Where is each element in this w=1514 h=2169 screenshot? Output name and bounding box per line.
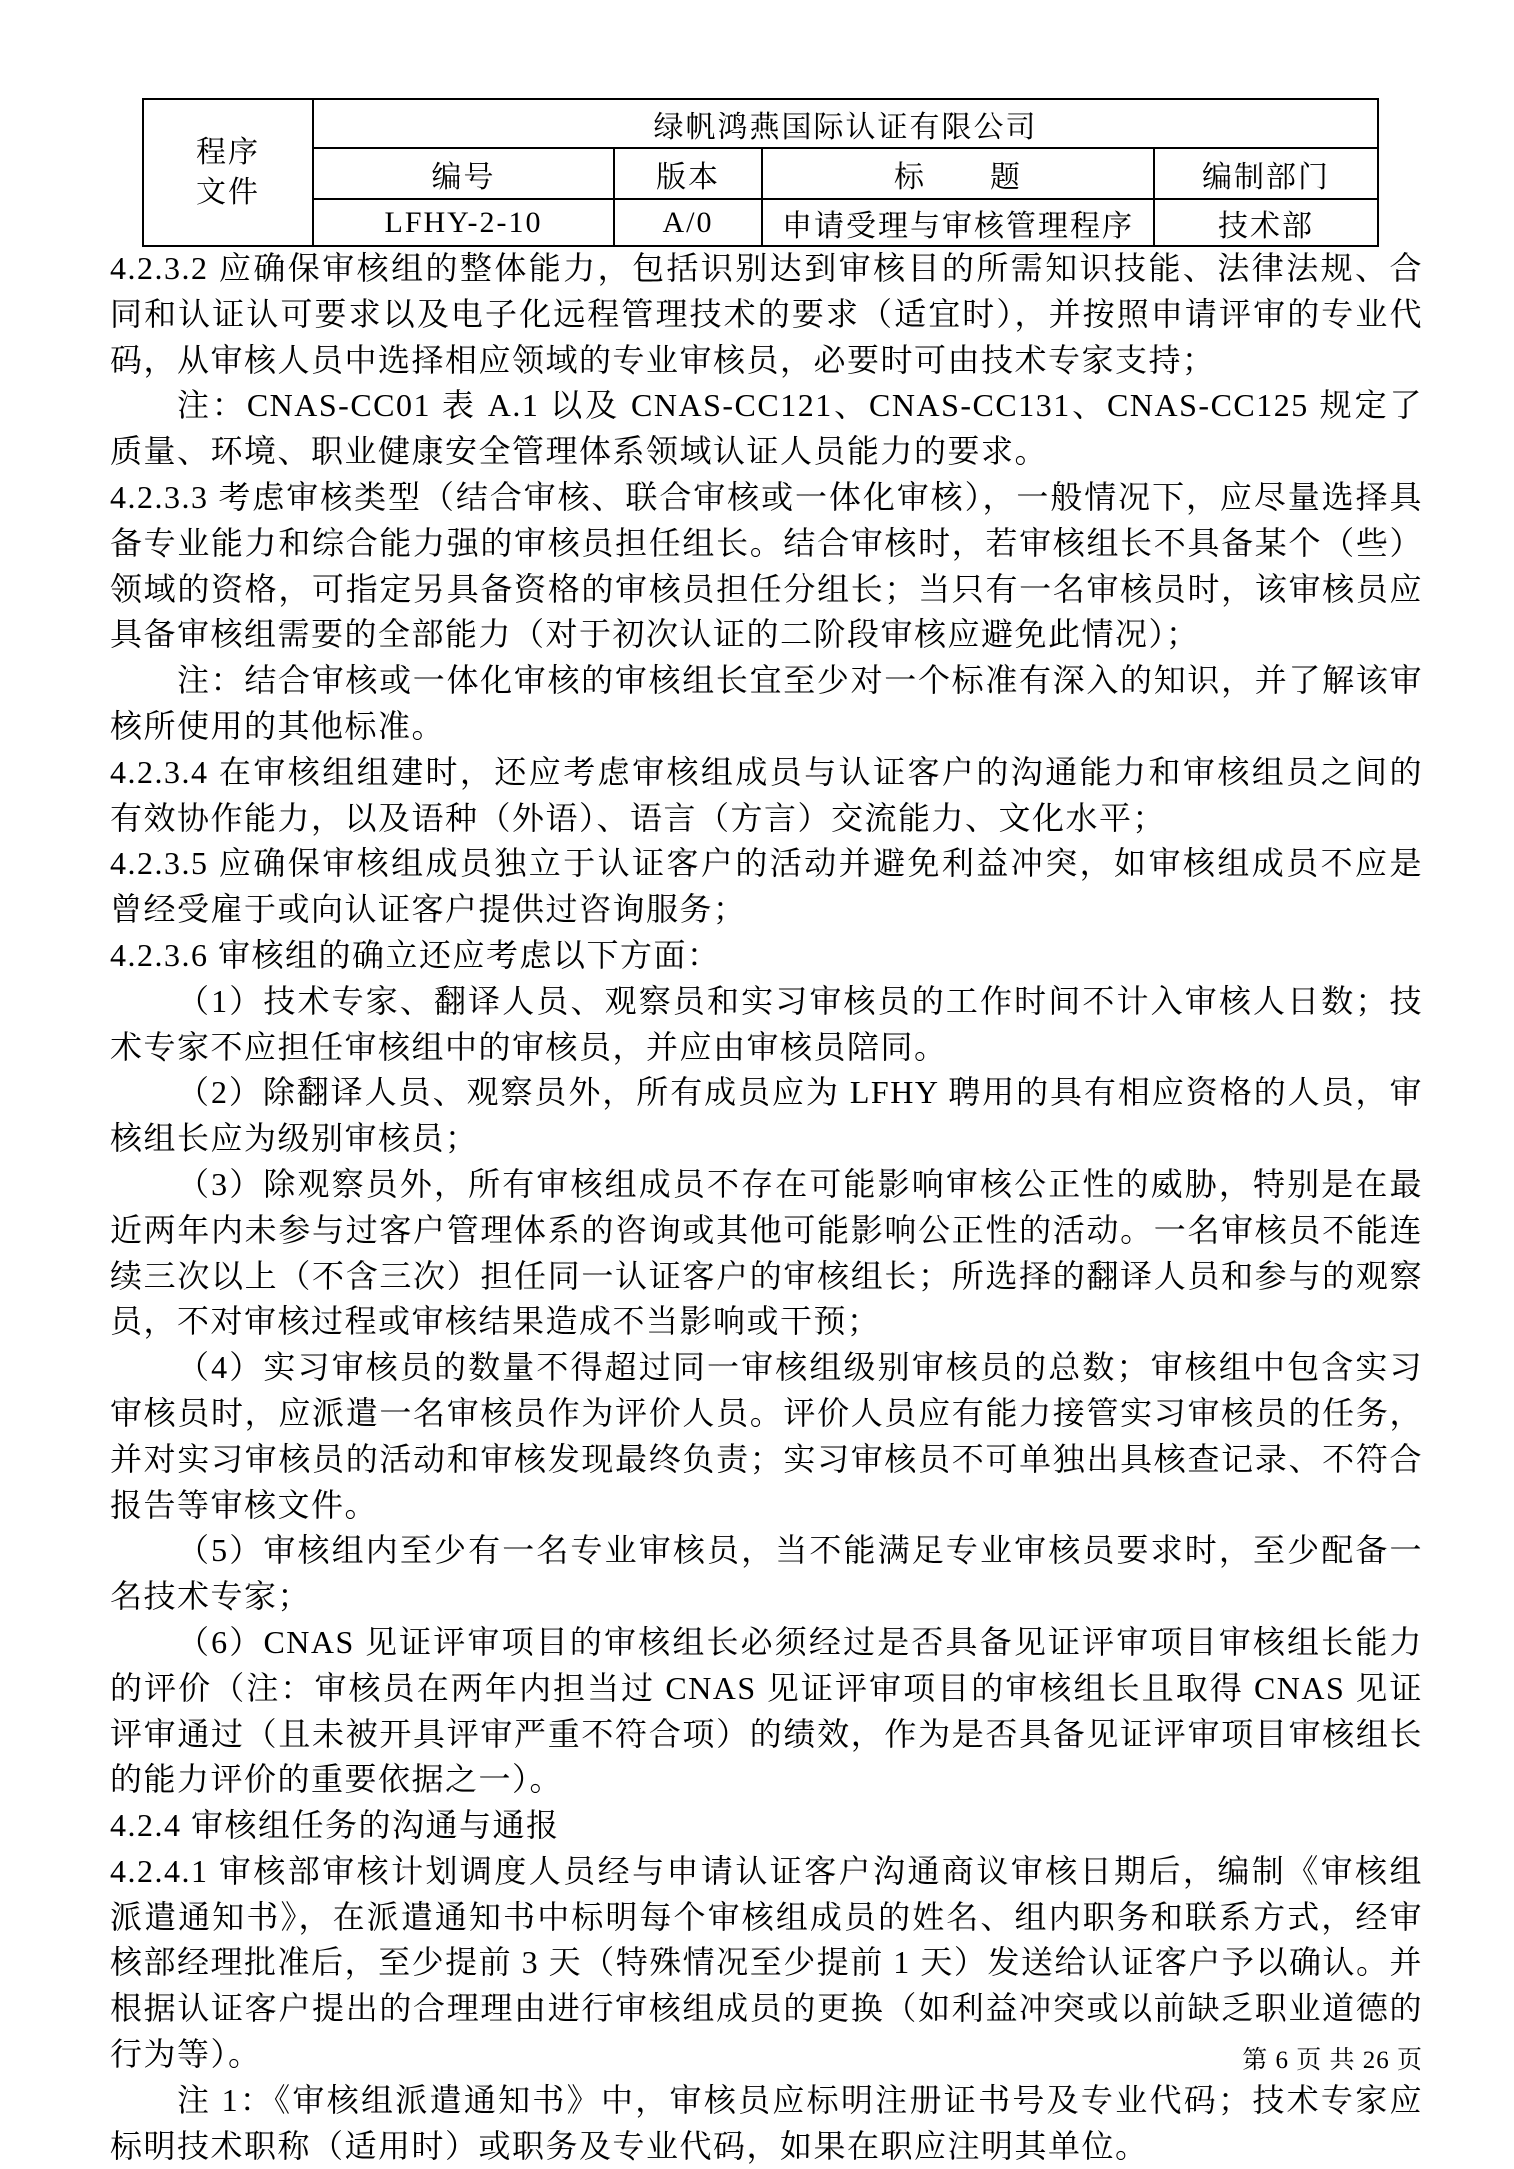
version-label: 版本 (614, 148, 762, 199)
list-item-5: （5）审核组内至少有一名专业审核员，当不能满足专业审核员要求时，至少配备一名技术专家； (110, 1532, 1423, 1615)
title-label: 标 题 (762, 148, 1154, 199)
doc-type-line2: 文件 (196, 175, 260, 209)
paragraph-4-2-4-1: 4.2.4.1 审核部审核计划调度人员经与申请认证客户沟通商议审核日期后，编制《审核组派遣通知书》，在派遣通知书中标明每个审核组成员的姓名、组内职务和联系方式，经审核部经理批准后，至少提前 3 天（特殊情况至少提前 1 天）发送给认证客户予以确认。并根据认证客户提出的合理理由进行审核组成员的更换（如利益冲突或以前缺乏职业道德的行为等）。 (110, 1852, 1423, 2073)
list-item-3: （3）除观察员外，所有审核组成员不存在可能影响审核公正性的威胁，特别是在最近两年内未参与过客户管理体系的咨询或其他可能影响公正性的活动。一名审核员不能连续三次以上（不含三次）担任同一认证客户的审核组长；所选择的翻译人员和参与的观察员，不对审核过程或审核结果造成不当影响或干预； (110, 1165, 1423, 1340)
code-label: 编号 (313, 148, 614, 199)
note-1-dispatch-notice: 注 1：《审核组派遣通知书》中，审核员应标明注册证书号及专业代码；技术专家应标明技术职称（适用时）或职务及专业代码，如果在职应注明其单位。 (110, 2081, 1423, 2164)
doc-dept-value: 技术部 (1154, 199, 1378, 246)
document-body (110, 246, 1423, 2169)
paragraph-4-2-3-6: 4.2.3.6 审核组的确立还应考虑以下方面： (110, 936, 721, 973)
paragraph-4-2-3-4: 4.2.3.4 在审核组组建时，还应考虑审核组成员与认证客户的沟通能力和审核组员之间的有效协作能力，以及语种（外语）、语言（方言）交流能力、文化水平； (110, 753, 1423, 836)
dept-label: 编制部门 (1154, 148, 1378, 199)
paragraph-4-2-3-3: 4.2.3.3 考虑审核类型（结合审核、联合审核或一体化审核），一般情况下，应尽量选择具备专业能力和综合能力强的审核员担任组长。结合审核时，若审核组长不具备某个（些）领域的资格，可指定另具备资格的审核员担任分组长；当只有一名审核员时，该审核员应具备审核组需要的全部能力（对于初次认证的二阶段审核应避免此情况）； (110, 478, 1423, 653)
paragraph-4-2-3-5: 4.2.3.5 应确保审核组成员独立于认证客户的活动并避免利益冲突，如审核组成员不应是曾经受雇于或向认证客户提供过咨询服务； (110, 845, 1423, 928)
doc-title-value: 申请受理与审核管理程序 (762, 199, 1154, 246)
doc-type-line1: 程序 (196, 135, 260, 169)
list-item-6: （6）CNAS 见证评审项目的审核组长必须经过是否具备见证评审项目审核组长能力的评价（注：审核员在两年内担当过 CNAS 见证评审项目的审核组长且取得 CNAS 见证评审通过（且未被开具评审严重不符合项）的绩效，作为是否具备见证评审项目审核组长的能力评价的重要依据之一）。 (110, 1623, 1423, 1798)
note-combined-audit: 注：结合审核或一体化审核的审核组长宜至少对一个标准有深入的知识，并了解该审核所使用的其他标准。 (110, 662, 1423, 744)
list-item-4: （4）实习审核员的数量不得超过同一审核组级别审核员的总数；审核组中包含实习审核员时，应派遣一名审核员作为评价人员。评价人员应有能力接管实习审核员的任务，并对实习审核员的活动和审核发现最终负责；实习审核员不可单独出具核查记录、不符合报告等审核文件。 (110, 1349, 1423, 1523)
document-header-table (142, 98, 1379, 247)
heading-4-2-4: 4.2.4 审核组任务的沟通与通报 (110, 1807, 560, 1844)
doc-version-value: A/0 (614, 199, 762, 246)
paragraph-4-2-3-2: 4.2.3.2 应确保审核组的整体能力，包括识别达到审核目的所需知识技能、法律法规、合同和认证认可要求以及电子化远程管理技术的要求（适宜时），并按照申请评审的专业代码，从审核人员中选择相应领域的专业审核员，必要时可由技术专家支持； (110, 250, 1423, 378)
note-cnas-cc01: 注：CNAS-CC01 表 A.1 以及 CNAS-CC121、CNAS-CC131、CNAS-CC125 规定了质量、环境、职业健康安全管理体系领域认证人员能力的要求。 (110, 387, 1423, 470)
doc-type-cell (143, 99, 313, 246)
doc-code-value: LFHY-2-10 (313, 199, 614, 246)
list-item-1: （1）技术专家、翻译人员、观察员和实习审核员的工作时间不计入审核人日数；技术专家不应担任审核组中的审核员，并应由审核员陪同。 (110, 982, 1423, 1065)
company-name: 绿帆鸿燕国际认证有限公司 (313, 99, 1378, 148)
page-number: 第 6 页 共 26 页 (1242, 2047, 1423, 2074)
list-item-2: （2）除翻译人员、观察员外，所有成员应为 LFHY 聘用的具有相应资格的人员，审核组长应为级别审核员； (110, 1074, 1423, 1157)
